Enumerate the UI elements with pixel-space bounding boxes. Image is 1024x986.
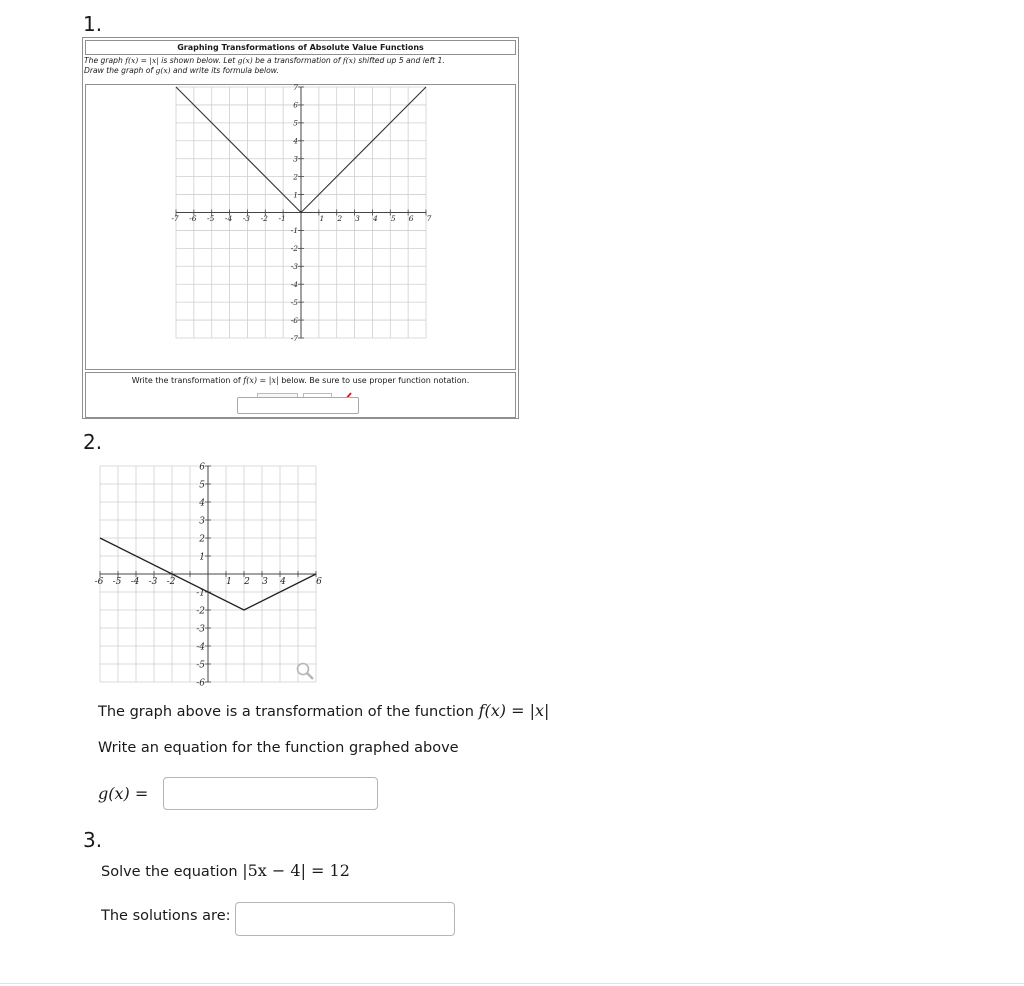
x-tick-label: 7: [426, 214, 432, 223]
x-tick-label: 3: [262, 577, 268, 587]
transformation-answer-input[interactable]: [237, 397, 359, 414]
equation-answer-input[interactable]: [163, 777, 378, 810]
x-tick-label: -6: [94, 577, 104, 587]
y-tick-label: -3: [196, 624, 205, 635]
graph-2-canvas: [94, 462, 322, 689]
x-tick-label: 2: [244, 577, 250, 587]
y-tick-label: 3: [199, 516, 205, 527]
x-tick-label: 1: [226, 577, 232, 587]
zoom-magnifier-icon[interactable]: [298, 664, 314, 680]
y-tick-label: -2: [196, 606, 205, 617]
x-tick-label: 3: [355, 214, 360, 223]
instr-text: shifted up 5 and left 1.: [355, 56, 445, 65]
graphing-widget: [82, 37, 519, 419]
x-tick-label: 1: [319, 214, 325, 223]
widget-instructions: [83, 56, 517, 76]
x-tick-label: 6: [408, 214, 414, 223]
zoom-icon-handle: [307, 673, 313, 679]
y-tick-label: 5: [199, 480, 205, 491]
statement-text: The graph above is a transformation of the function: [98, 704, 479, 720]
instr-text: and write its formula below.: [170, 66, 279, 75]
x-tick-label: -2: [166, 577, 176, 587]
x-tick-label: -1: [278, 214, 286, 223]
widget-title: Graphing Transformations of Absolute Value Functions: [85, 40, 516, 55]
graph-1-canvas[interactable]: [171, 82, 432, 343]
solutions-answer-input[interactable]: [235, 902, 455, 936]
instr-text: is shown below. Let: [158, 56, 238, 65]
y-tick-label: 3: [293, 154, 298, 164]
x-tick-label: -4: [130, 577, 140, 587]
instr-text: be a transformation of: [252, 56, 343, 65]
solve-math: |5x − 4| = 12: [242, 861, 350, 880]
problem-1-number: 1.: [83, 12, 103, 36]
x-tick-label: -5: [112, 577, 122, 587]
statement-math: f(x) = |x|: [478, 701, 550, 720]
instr-math-f2: f(x): [342, 56, 356, 65]
x-tick-label: -4: [224, 214, 233, 223]
y-tick-label: 5: [293, 118, 298, 128]
x-tick-label: -3: [242, 214, 251, 223]
x-tick-label: -7: [171, 214, 179, 223]
y-tick-label: -1: [290, 226, 298, 236]
answer-prompt: [86, 376, 515, 385]
y-tick-label: 6: [199, 462, 205, 473]
instr-math-f: f(x) = |x|: [125, 56, 159, 65]
problem-2-statement: [98, 701, 549, 720]
x-tick-label: 5: [390, 214, 396, 223]
y-tick-label: 2: [293, 172, 298, 182]
problem-3-statement: [101, 861, 350, 880]
y-tick-label: -4: [290, 279, 298, 289]
y-tick-label: -5: [196, 660, 205, 671]
y-tick-label: 1: [199, 552, 205, 563]
y-tick-label: -6: [196, 678, 205, 689]
x-tick-label: -2: [260, 214, 268, 223]
solutions-label: The solutions are:: [101, 908, 231, 924]
instr-text: The graph: [84, 56, 126, 65]
instr-math-g: g(x): [237, 56, 253, 65]
y-tick-label: -4: [196, 642, 205, 653]
x-tick-label: -6: [189, 214, 197, 223]
x-tick-label: 2: [337, 214, 343, 223]
x-tick-label: 6: [316, 577, 322, 587]
x-tick-label: 4: [280, 577, 286, 587]
y-tick-label: 4: [199, 498, 205, 509]
answer-prompt-text: below. Be sure to use proper function notation.: [278, 376, 470, 385]
zoom-icon-lens: [298, 664, 309, 675]
g-of-x-label: g(x) =: [98, 784, 149, 803]
y-tick-label: 1: [293, 190, 298, 200]
page-divider: [0, 983, 1024, 984]
y-tick-label: -3: [290, 262, 298, 272]
y-tick-label: 2: [199, 534, 205, 545]
instr-text: Draw the graph of: [84, 66, 156, 75]
answer-prompt-text: Write the transformation of: [131, 376, 244, 385]
y-tick-label: -6: [290, 315, 298, 325]
answer-prompt-math: f(x) = |x|: [243, 376, 279, 385]
y-tick-label: -5: [290, 297, 298, 307]
solve-text: Solve the equation: [101, 864, 243, 880]
y-tick-label: -2: [290, 244, 298, 254]
problem-2-number: 2.: [83, 430, 103, 454]
x-tick-label: -3: [148, 577, 158, 587]
problem-2-prompt: Write an equation for the function graphed above: [98, 740, 459, 756]
answer-section: [85, 372, 516, 418]
x-tick-label: 4: [373, 214, 378, 223]
instr-math-g2: g(x): [155, 66, 171, 75]
y-tick-label: -1: [196, 588, 205, 599]
y-tick-label: 7: [293, 82, 298, 92]
x-tick-label: -5: [207, 214, 215, 223]
y-tick-label: 6: [293, 100, 298, 110]
y-tick-label: -7: [290, 333, 298, 343]
problem-3-number: 3.: [83, 828, 103, 852]
y-tick-label: 4: [293, 136, 298, 146]
plot-area: [85, 84, 516, 370]
